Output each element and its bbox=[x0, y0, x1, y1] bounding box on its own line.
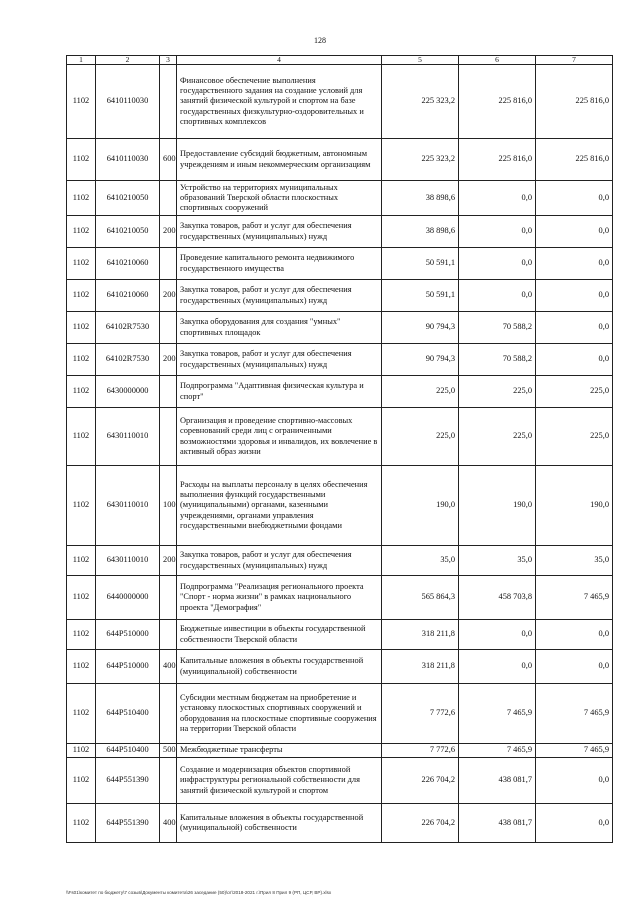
amount-year1-cell: 226 704,2 bbox=[382, 804, 459, 843]
section-code-cell: 1102 bbox=[67, 576, 96, 620]
target-article-cell: 6410110030 bbox=[96, 139, 160, 181]
amount-year1-cell: 38 898,6 bbox=[382, 216, 459, 248]
amount-year2-cell: 0,0 bbox=[459, 280, 536, 312]
amount-year1-cell: 226 704,2 bbox=[382, 758, 459, 804]
target-article-cell: 6430110010 bbox=[96, 546, 160, 576]
table-row bbox=[67, 620, 613, 650]
table-row bbox=[67, 650, 613, 684]
amount-year2-cell: 35,0 bbox=[459, 546, 536, 576]
amount-year3-cell: 225,0 bbox=[536, 408, 613, 466]
item-name-cell: Подпрограмма "Адаптивная физическая культура и спорт" bbox=[177, 376, 382, 408]
amount-year3-cell: 0,0 bbox=[536, 758, 613, 804]
column-header: 1 bbox=[67, 56, 96, 65]
table-row bbox=[67, 684, 613, 744]
item-name-cell: Бюджетные инвестиции в объекты государственной собственности Тверской области bbox=[177, 620, 382, 650]
amount-year2-cell: 225,0 bbox=[459, 408, 536, 466]
item-name-cell: Организация и проведение спортивно-массовых соревнований среди лиц с ограниченными возможностями здоровья и инвалидов, их вовлечение в активный образ жизни bbox=[177, 408, 382, 466]
item-name-cell: Устройство на территориях муниципальных образований Тверской области плоскостных спортивных сооружений bbox=[177, 181, 382, 216]
expense-type-cell: 200 bbox=[160, 546, 177, 576]
item-name-cell: Подпрограмма "Реализация регионального проекта "Спорт - норма жизни" в рамках национального проекта "Демография" bbox=[177, 576, 382, 620]
table-row bbox=[67, 248, 613, 280]
section-code-cell: 1102 bbox=[67, 376, 96, 408]
section-code-cell: 1102 bbox=[67, 65, 96, 139]
amount-year3-cell: 0,0 bbox=[536, 216, 613, 248]
expense-type-cell bbox=[160, 758, 177, 804]
amount-year2-cell: 458 703,8 bbox=[459, 576, 536, 620]
amount-year3-cell: 7 465,9 bbox=[536, 684, 613, 744]
amount-year2-cell: 70 588,2 bbox=[459, 344, 536, 376]
amount-year1-cell: 225,0 bbox=[382, 376, 459, 408]
item-name-cell: Расходы на выплаты персоналу в целях обеспечения выполнения функций государственными (муниципальными) органами, казенными учреждениями, органами управления государственными внебюджетными фондами bbox=[177, 466, 382, 546]
amount-year3-cell: 0,0 bbox=[536, 344, 613, 376]
expense-type-cell: 200 bbox=[160, 344, 177, 376]
item-name-cell: Капитальные вложения в объекты государственной (муниципальной) собственности bbox=[177, 804, 382, 843]
table-row bbox=[67, 216, 613, 248]
expense-type-cell bbox=[160, 248, 177, 280]
amount-year3-cell: 0,0 bbox=[536, 620, 613, 650]
amount-year1-cell: 225,0 bbox=[382, 408, 459, 466]
amount-year2-cell: 225 816,0 bbox=[459, 65, 536, 139]
amount-year1-cell: 565 864,3 bbox=[382, 576, 459, 620]
section-code-cell: 1102 bbox=[67, 620, 96, 650]
table-row bbox=[67, 466, 613, 546]
target-article-cell: 6440000000 bbox=[96, 576, 160, 620]
section-code-cell: 1102 bbox=[67, 248, 96, 280]
amount-year1-cell: 7 772,6 bbox=[382, 744, 459, 758]
amount-year3-cell: 0,0 bbox=[536, 280, 613, 312]
table-row bbox=[67, 181, 613, 216]
item-name-cell: Закупка товаров, работ и услуг для обеспечения государственных (муниципальных) нужд bbox=[177, 546, 382, 576]
table-row bbox=[67, 280, 613, 312]
expense-type-cell: 400 bbox=[160, 804, 177, 843]
table-row bbox=[67, 546, 613, 576]
item-name-cell: Закупка товаров, работ и услуг для обеспечения государственных (муниципальных) нужд bbox=[177, 344, 382, 376]
expense-type-cell: 500 bbox=[160, 744, 177, 758]
table-body bbox=[67, 65, 613, 843]
amount-year1-cell: 35,0 bbox=[382, 546, 459, 576]
section-code-cell: 1102 bbox=[67, 650, 96, 684]
column-header: 3 bbox=[160, 56, 177, 65]
column-header: 5 bbox=[382, 56, 459, 65]
item-name-cell: Проведение капитального ремонта недвижимого государственного имущества bbox=[177, 248, 382, 280]
amount-year3-cell: 35,0 bbox=[536, 546, 613, 576]
amount-year1-cell: 38 898,6 bbox=[382, 181, 459, 216]
item-name-cell: Закупка оборудования для создания "умных" спортивных площадок bbox=[177, 312, 382, 344]
amount-year3-cell: 0,0 bbox=[536, 650, 613, 684]
table-row bbox=[67, 139, 613, 181]
expense-type-cell: 400 bbox=[160, 650, 177, 684]
section-code-cell: 1102 bbox=[67, 181, 96, 216]
target-article-cell: 6430110010 bbox=[96, 466, 160, 546]
column-header: 2 bbox=[96, 56, 160, 65]
amount-year2-cell: 0,0 bbox=[459, 181, 536, 216]
amount-year3-cell: 0,0 bbox=[536, 181, 613, 216]
expense-type-cell: 600 bbox=[160, 139, 177, 181]
section-code-cell: 1102 bbox=[67, 280, 96, 312]
table-row bbox=[67, 344, 613, 376]
target-article-cell: 64102R7530 bbox=[96, 344, 160, 376]
amount-year1-cell: 50 591,1 bbox=[382, 280, 459, 312]
section-code-cell: 1102 bbox=[67, 804, 96, 843]
column-header: 4 bbox=[177, 56, 382, 65]
table-row bbox=[67, 804, 613, 843]
amount-year3-cell: 225 816,0 bbox=[536, 65, 613, 139]
target-article-cell: 6430000000 bbox=[96, 376, 160, 408]
item-name-cell: Создание и модернизация объектов спортивной инфраструктуры региональной собственности для занятий физической культурой и спортом bbox=[177, 758, 382, 804]
amount-year3-cell: 190,0 bbox=[536, 466, 613, 546]
file-path-footer: \\Fs01\комитет по бюджету\7 созыв\Документы комитета\26 заседание (50)\от\2018-2021 г.\Прил 8 Прил 9 (РП, ЦСР, ВР).xlsx bbox=[66, 890, 332, 895]
expense-type-cell bbox=[160, 312, 177, 344]
expense-type-cell bbox=[160, 181, 177, 216]
item-name-cell: Финансовое обеспечение выполнения государственного задания на создание условий для занятий физической культурой и спортом на базе государственных физкультурно-оздоровительных и спортивных комплексов bbox=[177, 65, 382, 139]
section-code-cell: 1102 bbox=[67, 139, 96, 181]
table-row bbox=[67, 312, 613, 344]
target-article-cell: 644P551390 bbox=[96, 804, 160, 843]
expense-type-cell: 200 bbox=[160, 280, 177, 312]
amount-year3-cell: 7 465,9 bbox=[536, 576, 613, 620]
expense-type-cell bbox=[160, 376, 177, 408]
amount-year2-cell: 225,0 bbox=[459, 376, 536, 408]
amount-year2-cell: 70 588,2 bbox=[459, 312, 536, 344]
table-row bbox=[67, 744, 613, 758]
budget-table bbox=[66, 55, 613, 843]
table-row bbox=[67, 65, 613, 139]
amount-year3-cell: 225 816,0 bbox=[536, 139, 613, 181]
expense-type-cell bbox=[160, 684, 177, 744]
amount-year1-cell: 7 772,6 bbox=[382, 684, 459, 744]
item-name-cell: Капитальные вложения в объекты государственной (муниципальной) собственности bbox=[177, 650, 382, 684]
section-code-cell: 1102 bbox=[67, 344, 96, 376]
amount-year1-cell: 318 211,8 bbox=[382, 650, 459, 684]
amount-year1-cell: 225 323,2 bbox=[382, 65, 459, 139]
expense-type-cell bbox=[160, 576, 177, 620]
section-code-cell: 1102 bbox=[67, 408, 96, 466]
amount-year1-cell: 318 211,8 bbox=[382, 620, 459, 650]
expense-type-cell bbox=[160, 408, 177, 466]
target-article-cell: 6410210060 bbox=[96, 280, 160, 312]
column-header: 6 bbox=[459, 56, 536, 65]
amount-year2-cell: 190,0 bbox=[459, 466, 536, 546]
amount-year2-cell: 7 465,9 bbox=[459, 744, 536, 758]
table-row bbox=[67, 408, 613, 466]
amount-year1-cell: 225 323,2 bbox=[382, 139, 459, 181]
item-name-cell: Межбюджетные трансферты bbox=[177, 744, 382, 758]
target-article-cell: 6410210050 bbox=[96, 216, 160, 248]
amount-year1-cell: 90 794,3 bbox=[382, 312, 459, 344]
target-article-cell: 644P551390 bbox=[96, 758, 160, 804]
amount-year1-cell: 50 591,1 bbox=[382, 248, 459, 280]
section-code-cell: 1102 bbox=[67, 684, 96, 744]
amount-year3-cell: 7 465,9 bbox=[536, 744, 613, 758]
section-code-cell: 1102 bbox=[67, 466, 96, 546]
target-article-cell: 644P510000 bbox=[96, 620, 160, 650]
amount-year2-cell: 438 081,7 bbox=[459, 758, 536, 804]
target-article-cell: 644P510000 bbox=[96, 650, 160, 684]
column-number-row bbox=[67, 56, 613, 65]
section-code-cell: 1102 bbox=[67, 758, 96, 804]
expense-type-cell bbox=[160, 620, 177, 650]
amount-year3-cell: 0,0 bbox=[536, 804, 613, 843]
table-row bbox=[67, 376, 613, 408]
section-code-cell: 1102 bbox=[67, 312, 96, 344]
item-name-cell: Предоставление субсидий бюджетным, автономным учреждениям и иным некоммерческим организациям bbox=[177, 139, 382, 181]
amount-year3-cell: 0,0 bbox=[536, 248, 613, 280]
section-code-cell: 1102 bbox=[67, 546, 96, 576]
target-article-cell: 64102R7530 bbox=[96, 312, 160, 344]
target-article-cell: 6430110010 bbox=[96, 408, 160, 466]
amount-year2-cell: 0,0 bbox=[459, 620, 536, 650]
target-article-cell: 6410210060 bbox=[96, 248, 160, 280]
table-row bbox=[67, 576, 613, 620]
section-code-cell: 1102 bbox=[67, 744, 96, 758]
amount-year3-cell: 0,0 bbox=[536, 312, 613, 344]
amount-year2-cell: 0,0 bbox=[459, 216, 536, 248]
expense-type-cell bbox=[160, 65, 177, 139]
item-name-cell: Закупка товаров, работ и услуг для обеспечения государственных (муниципальных) нужд bbox=[177, 216, 382, 248]
page-number: 128 bbox=[314, 36, 326, 45]
amount-year1-cell: 190,0 bbox=[382, 466, 459, 546]
expense-type-cell: 100 bbox=[160, 466, 177, 546]
amount-year3-cell: 225,0 bbox=[536, 376, 613, 408]
target-article-cell: 6410110030 bbox=[96, 65, 160, 139]
amount-year2-cell: 0,0 bbox=[459, 248, 536, 280]
amount-year2-cell: 438 081,7 bbox=[459, 804, 536, 843]
amount-year2-cell: 7 465,9 bbox=[459, 684, 536, 744]
target-article-cell: 6410210050 bbox=[96, 181, 160, 216]
amount-year1-cell: 90 794,3 bbox=[382, 344, 459, 376]
item-name-cell: Закупка товаров, работ и услуг для обеспечения государственных (муниципальных) нужд bbox=[177, 280, 382, 312]
expense-type-cell: 200 bbox=[160, 216, 177, 248]
amount-year2-cell: 0,0 bbox=[459, 650, 536, 684]
target-article-cell: 644P510400 bbox=[96, 684, 160, 744]
column-header: 7 bbox=[536, 56, 613, 65]
section-code-cell: 1102 bbox=[67, 216, 96, 248]
target-article-cell: 644P510400 bbox=[96, 744, 160, 758]
table-row bbox=[67, 758, 613, 804]
amount-year2-cell: 225 816,0 bbox=[459, 139, 536, 181]
item-name-cell: Субсидии местным бюджетам на приобретение и установку плоскостных спортивных сооружений и оборудования на плоскостные спортивные сооружения на территории Тверской области bbox=[177, 684, 382, 744]
